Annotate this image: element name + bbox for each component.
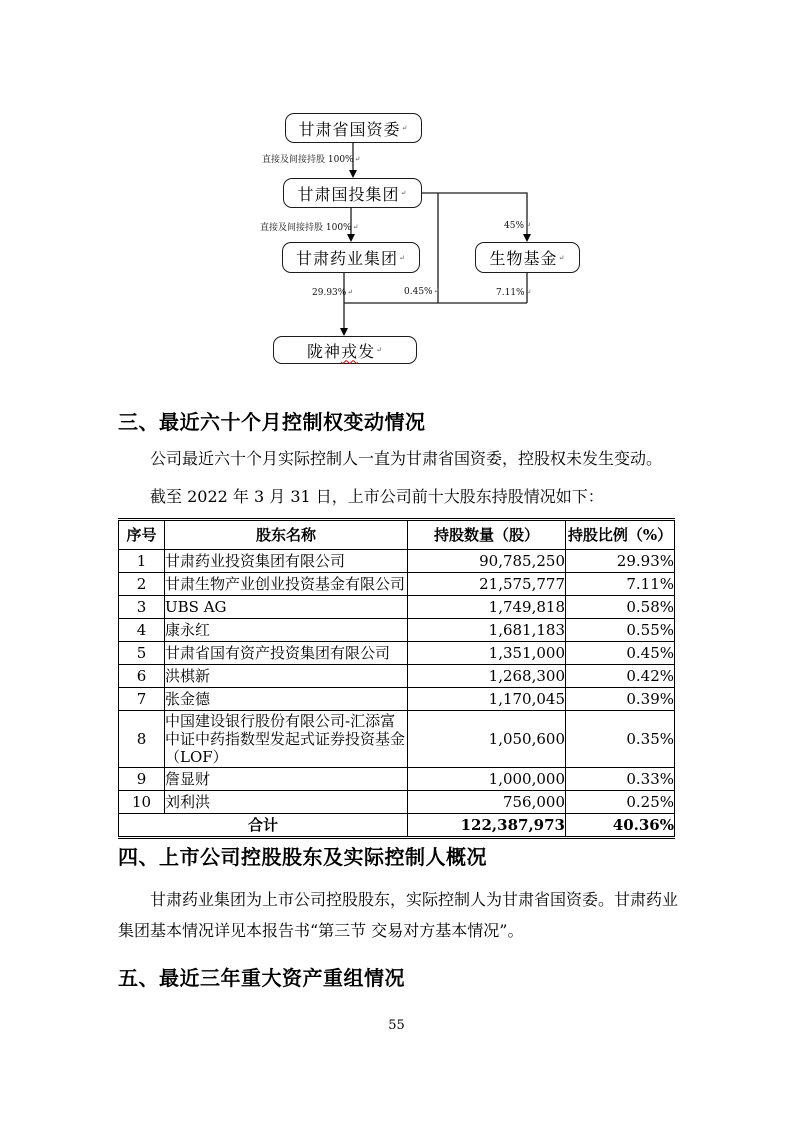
edge-label-text: 直接及间接持股 100% — [262, 155, 354, 165]
table-row — [119, 550, 675, 573]
table-row — [119, 665, 675, 688]
section3-paragraph-1: 公司最近六十个月实际控制人一直为甘肃省国资委，控股权未发生变动。 — [150, 449, 663, 468]
return-mark-icon: ↵ — [354, 155, 361, 163]
cell-shares: 90,785,250 — [408, 550, 566, 573]
cell-index: 1 — [119, 550, 165, 573]
section3-heading: 三、最近六十个月控制权变动情况 — [118, 410, 426, 434]
return-mark-icon: ↵ — [433, 287, 440, 295]
cell-shareholder: 刘利洪 — [165, 791, 408, 814]
edge-label-text: 7.11% — [496, 288, 525, 298]
cell-ratio: 0.42% — [566, 665, 675, 688]
ownership-diagram — [0, 0, 793, 400]
return-mark-icon: ↵ — [376, 346, 383, 354]
paragraph-line: 甘肃药业集团为上市公司控股股东，实际控制人为甘肃省国资委。甘肃药业 — [150, 890, 679, 909]
table-row — [119, 596, 675, 619]
table-row — [119, 768, 675, 791]
table-row — [119, 688, 675, 711]
cell-index: 4 — [119, 619, 165, 642]
return-mark-icon: ↵ — [399, 253, 406, 262]
cell-shares: 1,681,183 — [408, 619, 566, 642]
cell-ratio: 0.45% — [566, 642, 675, 665]
top-shareholders-table — [118, 518, 675, 839]
section5-heading: 五、最近三年重大资产重组情况 — [118, 966, 405, 990]
cell-ratio: 0.35% — [566, 711, 675, 768]
node-label: 陇神 — [307, 341, 342, 361]
edge-label-text: 29.93% — [312, 288, 347, 298]
node-gansu-guotou-group — [283, 178, 422, 208]
table-row — [119, 791, 675, 814]
edge-label-2993pct — [312, 288, 353, 298]
return-mark-icon: ↵ — [352, 223, 359, 231]
edge-label-711pct — [496, 288, 531, 298]
node-label: 甘肃国投集团 — [297, 184, 400, 204]
total-label: 合计 — [119, 814, 408, 838]
section4-paragraph — [118, 890, 678, 941]
node-label: 发 — [358, 341, 376, 361]
cell-shareholder: UBS AG — [165, 596, 408, 619]
return-mark-icon: ↵ — [347, 288, 354, 296]
cell-ratio: 29.93% — [566, 550, 675, 573]
cell-ratio: 0.55% — [566, 619, 675, 642]
cell-shares: 1,050,600 — [408, 711, 566, 768]
cell-shareholder: 甘肃生物产业创业投资基金有限公司 — [165, 573, 408, 596]
cell-shares: 1,749,818 — [408, 596, 566, 619]
return-mark-icon: ↵ — [558, 253, 566, 262]
cell-ratio: 7.11% — [566, 573, 675, 596]
node-bio-fund — [475, 242, 580, 273]
col-header-index: 序号 — [119, 520, 165, 550]
cell-shares: 1,351,000 — [408, 642, 566, 665]
cell-index: 7 — [119, 688, 165, 711]
cell-shareholder: 詹显财 — [165, 768, 408, 791]
return-mark-icon: ↵ — [400, 189, 408, 197]
table-row — [119, 711, 675, 768]
edge-label-text: 45% — [504, 221, 525, 231]
cell-ratio: 0.58% — [566, 596, 675, 619]
cell-shareholder: 甘肃省国有资产投资集团有限公司 — [165, 642, 408, 665]
col-header-ratio: 持股比例（%） — [566, 520, 675, 550]
arrowhead-icon — [523, 234, 531, 242]
edge-label-45pct — [504, 221, 531, 231]
arrowhead-icon — [340, 328, 348, 336]
edge-label-045pct — [404, 287, 439, 297]
table-total-row — [119, 814, 675, 838]
cell-shares: 756,000 — [408, 791, 566, 814]
edge-label-direct-holding-100-mid — [260, 220, 358, 233]
col-header-shares: 持股数量（股） — [408, 520, 566, 550]
table-row — [119, 642, 675, 665]
cell-shares: 1,268,300 — [408, 665, 566, 688]
edge-label-text: 直接及间接持股 100% — [260, 223, 352, 233]
node-gansu-pharma-group — [282, 242, 420, 273]
return-mark-icon: ↵ — [525, 288, 532, 296]
node-gansu-sasac — [285, 113, 422, 143]
table-row — [119, 573, 675, 596]
total-shares: 122,387,973 — [408, 814, 566, 838]
return-mark-icon: ↵ — [401, 124, 409, 132]
cell-shares: 21,575,777 — [408, 573, 566, 596]
node-label: 甘肃药业集团 — [296, 249, 399, 268]
spellcheck-wavy-text: 戎 — [341, 341, 359, 361]
cell-index: 3 — [119, 596, 165, 619]
page-number: 55 — [388, 1018, 405, 1033]
cell-index: 5 — [119, 642, 165, 665]
cell-index: 2 — [119, 573, 165, 596]
cell-index: 9 — [119, 768, 165, 791]
cell-ratio: 0.39% — [566, 688, 675, 711]
node-label: 甘肃省国资委 — [298, 119, 401, 139]
total-ratio: 40.36% — [566, 814, 675, 838]
node-label: 生物基金 — [489, 249, 558, 268]
table-row — [119, 619, 675, 642]
cell-ratio: 0.25% — [566, 791, 675, 814]
cell-shareholder: 甘肃药业投资集团有限公司 — [165, 550, 408, 573]
cell-shareholder: 康永红 — [165, 619, 408, 642]
cell-shareholder: 洪棋新 — [165, 665, 408, 688]
cell-index: 10 — [119, 791, 165, 814]
cell-shareholder: 中国建设银行股份有限公司-汇添富中证中药指数型发起式证券投资基金（LOF） — [165, 711, 408, 768]
col-header-shareholder: 股东名称 — [165, 520, 408, 550]
edge-label-text: 0.45% — [404, 287, 433, 297]
return-mark-icon: ↵ — [525, 221, 531, 229]
cell-shares: 1,000,000 — [408, 768, 566, 791]
cell-shareholder: 张金德 — [165, 688, 408, 711]
table-header-row — [119, 520, 675, 550]
arrowhead-icon — [347, 234, 355, 242]
cell-index: 6 — [119, 665, 165, 688]
section3-paragraph-2: 截至 2022 年 3 月 31 日，上市公司前十大股东持股情况如下： — [150, 487, 604, 506]
section4-heading: 四、上市公司控股股东及实际控制人概况 — [118, 845, 487, 869]
node-longshen-rongfa — [273, 336, 417, 364]
arrowhead-icon — [349, 170, 357, 178]
edge-label-direct-holding-100-top — [262, 152, 360, 165]
cell-ratio: 0.33% — [566, 768, 675, 791]
cell-index: 8 — [119, 711, 165, 768]
cell-shares: 1,170,045 — [408, 688, 566, 711]
paragraph-line: 集团基本情况详见本报告书“第三节 交易对方基本情况”。 — [118, 921, 524, 940]
